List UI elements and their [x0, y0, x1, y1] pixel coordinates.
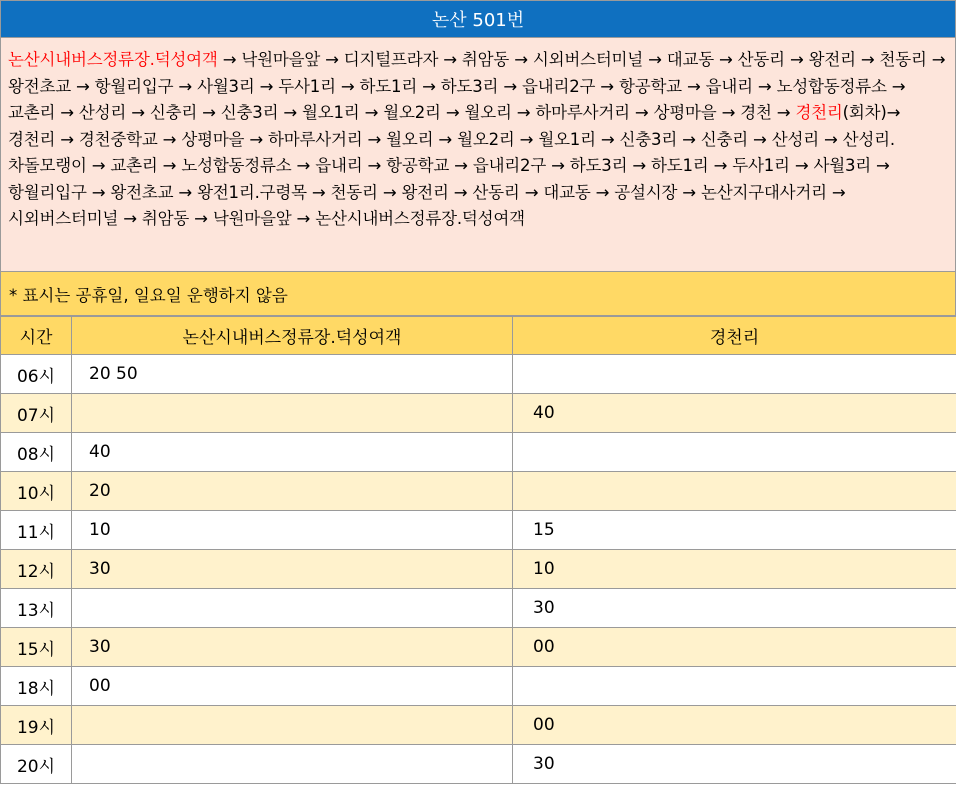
table-header-row [1, 317, 956, 355]
header-destination: 경천리 [513, 317, 956, 355]
origin-departures-cell [72, 745, 513, 784]
destination-departures-cell: 40 [513, 394, 956, 433]
destination-departures-cell [513, 433, 956, 472]
destination-departures-cell: 30 [513, 589, 956, 628]
table-row [1, 472, 956, 511]
origin-departures-cell: 30 [72, 628, 513, 667]
time-cell: 18시 [1, 667, 72, 706]
header-origin: 논산시내버스정류장.덕성여객 [72, 317, 513, 355]
origin-departures-cell [72, 706, 513, 745]
time-cell: 12시 [1, 550, 72, 589]
time-cell: 06시 [1, 355, 72, 394]
time-cell: 20시 [1, 745, 72, 784]
destination-departures-cell [513, 667, 956, 706]
origin-departures-cell: 40 [72, 433, 513, 472]
origin-departures-cell: 30 [72, 550, 513, 589]
route-outbound-text: → 낙원마을앞 → 디지털프라자 → 취암동 → 시외버스터미널 → 대교동 → 산동리 → 왕전리 → 천동리 → 왕전초교 → 항월리입구 → 사월3리 → 두사1리 → 하도1리 → 하도3리 → 읍내리2구 → 항공학교 → 읍내리 → 노성합동정류소 → 교촌리 → 산성리 → 신충리 → 신충3리 → 월오1리 → 월오2리 → 월오리 → 하마루사거리 → 상평마을 → 경천 → [8, 50, 946, 122]
time-cell: 07시 [1, 394, 72, 433]
time-cell: 19시 [1, 706, 72, 745]
route-start-stop: 논산시내버스정류장.덕성여객 [8, 50, 218, 69]
table-row [1, 706, 956, 745]
time-cell: 08시 [1, 433, 72, 472]
time-cell: 11시 [1, 511, 72, 550]
table-row [1, 667, 956, 706]
time-cell: 13시 [1, 589, 72, 628]
table-row [1, 550, 956, 589]
route-turnaround-stop: 경천리 [795, 103, 843, 122]
origin-departures-cell: 20 [72, 472, 513, 511]
origin-departures-cell: 10 [72, 511, 513, 550]
table-row [1, 355, 956, 394]
destination-departures-cell: 30 [513, 745, 956, 784]
destination-departures-cell: 15 [513, 511, 956, 550]
destination-departures-cell: 10 [513, 550, 956, 589]
page-title: 논산 501번 [0, 0, 956, 38]
header-time: 시간 [1, 317, 72, 355]
table-row [1, 745, 956, 784]
schedule-table [0, 316, 956, 784]
table-row [1, 511, 956, 550]
table-row [1, 628, 956, 667]
destination-departures-cell [513, 355, 956, 394]
origin-departures-cell [72, 589, 513, 628]
destination-departures-cell: 00 [513, 706, 956, 745]
schedule-note: * 표시는 공휴일, 일요일 운행하지 않음 [0, 272, 956, 316]
time-cell: 10시 [1, 472, 72, 511]
table-row [1, 433, 956, 472]
destination-departures-cell: 00 [513, 628, 956, 667]
table-row [1, 589, 956, 628]
origin-departures-cell [72, 394, 513, 433]
destination-departures-cell [513, 472, 956, 511]
time-cell: 15시 [1, 628, 72, 667]
route-description [0, 38, 956, 272]
route-return-text: (회차)→ 경천리 → 경천중학교 → 상평마을 → 하마루사거리 → 월오리 → 월오2리 → 월오1리 → 신충3리 → 신충리 → 산성리 → 산성리.차돌모랭이 → 교촌리 → 노성합동정류소 → 읍내리 → 항공학교 → 읍내리2구 → 하도3리 → 하도1리 → 두사1리 → 사월3리 → 항월리입구 → 왕전초교 → 왕전1리.구령목 → 천동리 → 왕전리 → 산동리 → 대교동 → 공설시장 → 논산지구대사거리 → 시외버스터미널 → 취암동 → 낙원마을앞 → 논산시내버스정류장.덕성여객 [8, 103, 901, 228]
origin-departures-cell: 20 50 [72, 355, 513, 394]
table-row [1, 394, 956, 433]
origin-departures-cell: 00 [72, 667, 513, 706]
